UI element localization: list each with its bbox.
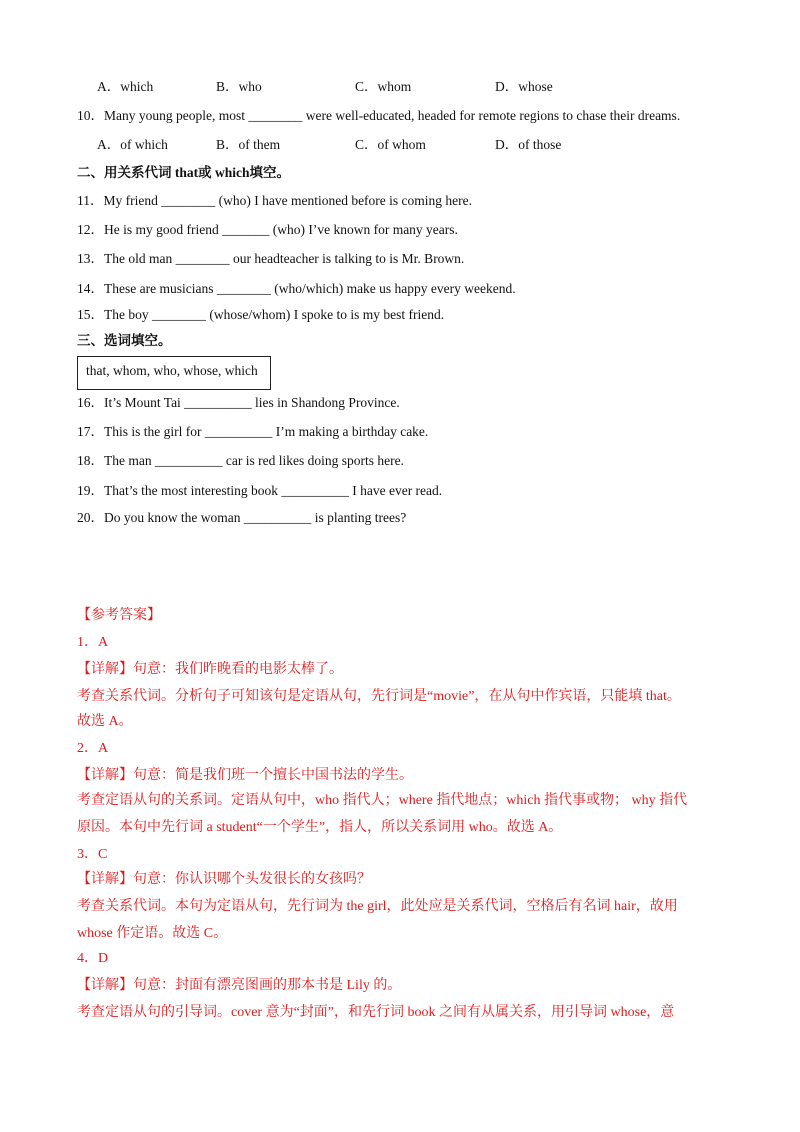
section-3-heading: 三、选词填空。 (77, 333, 172, 348)
question-17: 17．This is the girl for __________ I’m making a birthday cake. (77, 424, 429, 439)
answer-3-explanation: 考查关系代词。本句为定语从句，先行词为 the girl，此处应是关系代词，空格后有名词 hair，故用 (77, 899, 678, 914)
question-19: 19．That’s the most interesting book __________ I have ever read. (77, 483, 443, 498)
q9-option-a: A．which (97, 79, 154, 94)
word-bank: that, whom, who, whose, which (86, 363, 258, 378)
q9-option-c: C．whom (355, 79, 412, 94)
answer-2-explanation: 考查定语从句的关系词。定语从句中，who 指代人；where 指代地点；which 指代事或物； why 指代 (77, 793, 688, 808)
q10-option-c: C．of whom (355, 137, 426, 152)
answer-3-conclusion: whose 作定语。故选 C。 (77, 926, 228, 941)
question-15: 15．The boy ________ (whose/whom) I spoke to is my best friend. (77, 307, 445, 322)
answer-3: 3．C (77, 847, 108, 862)
q10-option-d: D．of those (495, 137, 562, 152)
answer-1-detail: 【详解】句意：我们昨晚看的电影太棒了。 (77, 662, 343, 677)
word-bank-box (77, 356, 271, 390)
question-10: 10．Many young people, most ________ were well-educated, headed for remote regions to chase their dreams. (77, 108, 681, 123)
q10-option-a: A．of which (97, 137, 168, 152)
answers-heading: 【参考答案】 (77, 608, 161, 623)
question-14: 14．These are musicians ________ (who/which) make us happy every weekend. (77, 281, 516, 296)
question-11: 11．My friend ________ (who) I have mentioned before is coming here. (77, 193, 473, 208)
answer-4: 4．D (77, 951, 109, 966)
answer-3-detail: 【详解】句意：你认识哪个头发很长的女孩吗？ (77, 872, 371, 887)
answer-2-detail: 【详解】句意：简是我们班一个擅长中国书法的学生。 (77, 768, 413, 783)
answer-1-conclusion: 故选 A。 (77, 714, 133, 729)
answer-4-detail: 【详解】句意：封面有漂亮图画的那本书是 Lily 的。 (77, 978, 402, 993)
q9-option-d: D．whose (495, 79, 553, 94)
answer-4-explanation: 考查定语从句的引导词。cover 意为“封面”，和先行词 book 之间有从属关系，用引导词 whose，意 (77, 1005, 675, 1020)
answer-1: 1．A (77, 635, 109, 650)
question-16: 16．It’s Mount Tai __________ lies in Shandong Province. (77, 395, 400, 410)
question-18: 18．The man __________ car is red likes doing sports here. (77, 453, 404, 468)
q10-option-b: B．of them (216, 137, 281, 152)
section-2-heading: 二、用关系代词 that或 which填空。 (77, 165, 291, 180)
question-20: 20．Do you know the woman __________ is planting trees? (77, 510, 407, 525)
question-13: 13．The old man ________ our headteacher is talking to is Mr. Brown. (77, 251, 465, 266)
question-12: 12．He is my good friend _______ (who) I’ve known for many years. (77, 222, 458, 237)
answer-2-explanation-cont: 原因。本句中先行词 a student“一个学生”，指人，所以关系词用 who。故选 A。 (77, 820, 563, 835)
q9-option-b: B．who (216, 79, 262, 94)
answer-2: 2．A (77, 741, 109, 756)
answer-1-explanation: 考查关系代词。分析句子可知该句是定语从句，先行词是“movie”，在从句中作宾语，只能填 that。 (77, 689, 681, 704)
